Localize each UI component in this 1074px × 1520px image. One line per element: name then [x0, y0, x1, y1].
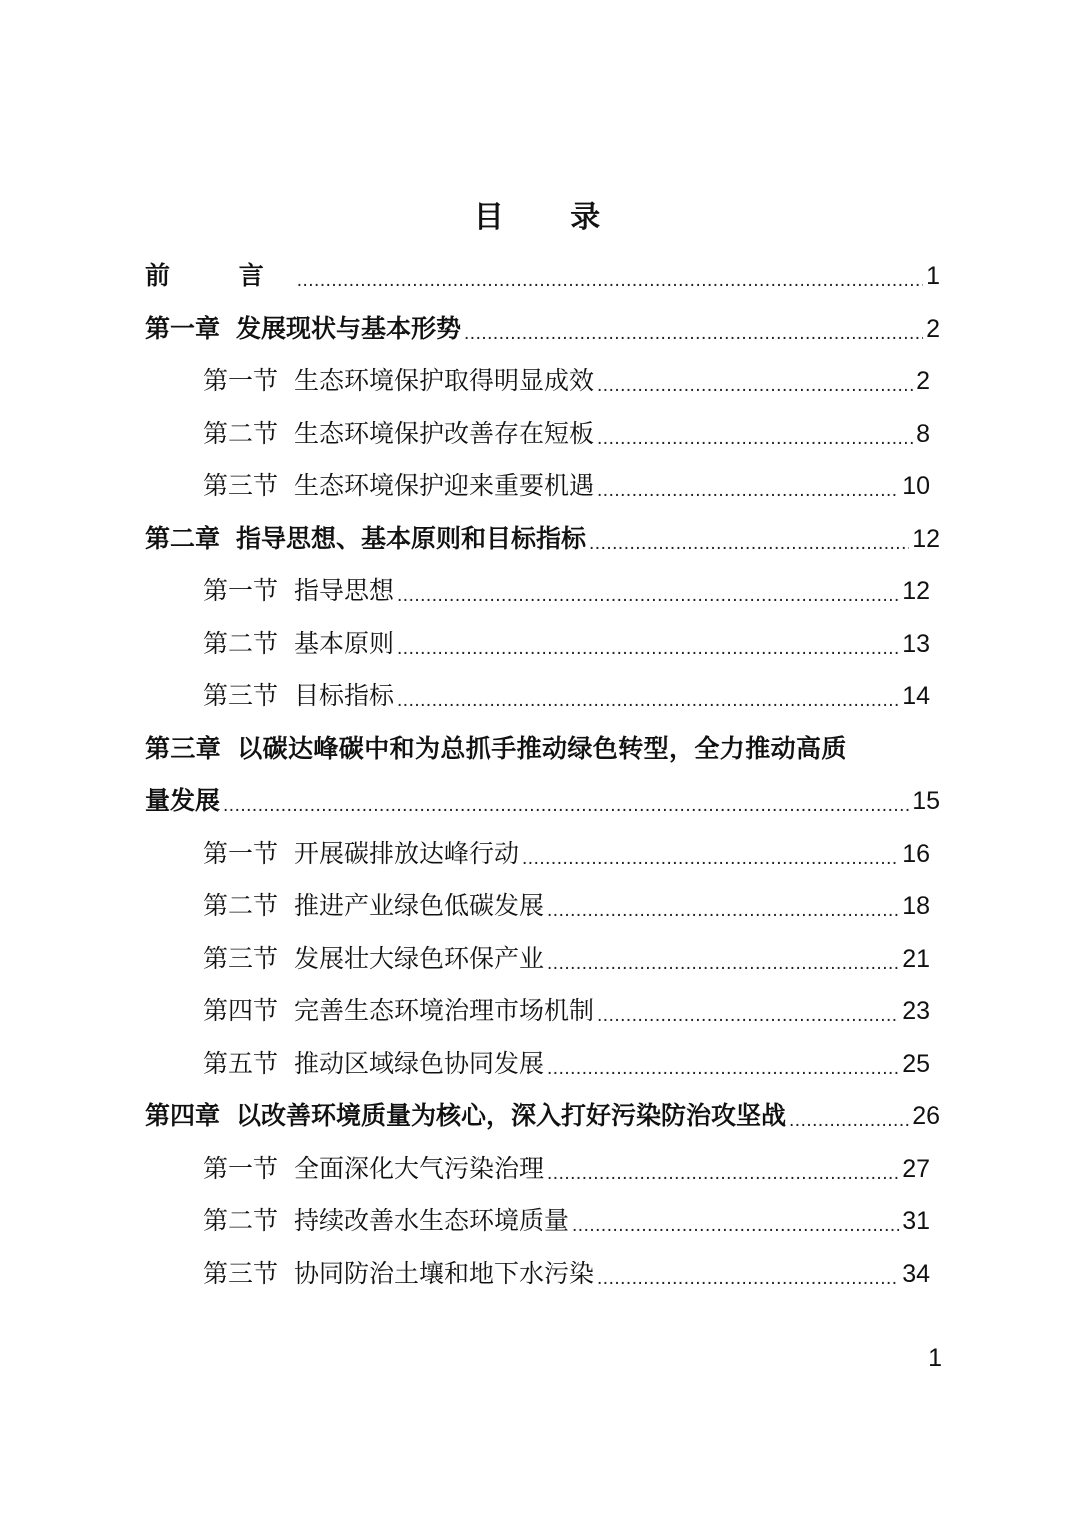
dot-leader — [397, 570, 899, 623]
toc-entry-section[interactable] — [145, 985, 940, 1038]
table-of-contents — [145, 250, 940, 1300]
toc-entry-section[interactable] — [145, 933, 940, 986]
toc-entry-label: 前 言 — [145, 261, 294, 290]
toc-page-number: 2 — [916, 367, 930, 395]
dot-leader — [223, 780, 909, 833]
toc-entry-chapter-line2[interactable] — [145, 775, 940, 828]
section-number: 第二节 — [203, 418, 279, 448]
dot-leader — [297, 255, 923, 308]
toc-entry-section[interactable] — [145, 828, 940, 881]
chapter-number: 第二章 — [145, 523, 221, 553]
toc-entry-section[interactable] — [145, 1143, 940, 1196]
dot-leader — [597, 1253, 899, 1306]
dot-leader — [547, 1148, 899, 1201]
footer-page-number: 1 — [928, 1344, 942, 1372]
section-number: 第一节 — [203, 576, 279, 605]
chapter-title-line1: 以碳达峰碳中和为总抓手推动绿色转型，全力推动高质 — [237, 733, 847, 763]
toc-page-number: 13 — [902, 629, 930, 658]
section-title: 持续改善水生态环境质量 — [294, 1206, 570, 1235]
dot-leader — [464, 308, 923, 361]
toc-page-number: 2 — [926, 314, 940, 343]
toc-page-number: 21 — [902, 944, 930, 973]
toc-entry-section[interactable] — [145, 355, 940, 408]
toc-page-number: 14 — [902, 682, 930, 710]
toc-entry-preface[interactable] — [145, 250, 940, 303]
section-number: 第一节 — [203, 366, 279, 395]
dot-leader — [589, 518, 909, 571]
toc-title: 目 录 — [473, 200, 629, 235]
dot-leader — [547, 1043, 899, 1096]
toc-page-number: 18 — [902, 892, 930, 920]
toc-page-number: 26 — [912, 1102, 940, 1130]
dot-leader — [597, 413, 913, 466]
toc-page-number: 12 — [902, 577, 930, 605]
section-title: 完善生态环境治理市场机制 — [294, 996, 595, 1025]
toc-entry-section[interactable] — [145, 1195, 940, 1248]
chapter-number: 第四章 — [145, 1101, 221, 1130]
dot-leader — [789, 1095, 909, 1148]
dot-leader — [597, 990, 899, 1043]
section-number: 第一节 — [203, 1153, 279, 1183]
toc-entry-section[interactable] — [145, 618, 940, 671]
toc-page-number: 15 — [912, 787, 940, 815]
toc-entry-chapter[interactable] — [145, 513, 940, 566]
dot-leader — [572, 1200, 899, 1253]
toc-page-number: 34 — [902, 1259, 930, 1288]
toc-entry-section[interactable] — [145, 565, 940, 618]
section-title: 指导思想 — [294, 576, 395, 605]
toc-entry-chapter[interactable] — [145, 1090, 940, 1143]
section-title: 开展碳排放达峰行动 — [294, 838, 520, 868]
section-title: 发展壮大绿色环保产业 — [294, 943, 545, 973]
section-title: 生态环境保护迎来重要机遇 — [294, 471, 595, 500]
dot-leader — [547, 938, 899, 991]
toc-page-number: 16 — [902, 839, 930, 868]
section-title: 推动区域绿色协同发展 — [294, 1048, 545, 1078]
toc-entry-section[interactable] — [145, 670, 940, 723]
toc-entry-section[interactable] — [145, 880, 940, 933]
section-number: 第四节 — [203, 996, 279, 1025]
dot-leader — [397, 623, 899, 676]
dot-leader — [522, 833, 899, 886]
chapter-number: 第三章 — [145, 733, 222, 763]
chapter-number: 第一章 — [145, 313, 221, 343]
toc-entry-section[interactable] — [145, 460, 940, 513]
toc-page-number: 27 — [902, 1154, 930, 1183]
toc-page-number: 1 — [926, 262, 940, 290]
toc-entry-chapter[interactable] — [145, 303, 940, 356]
section-number: 第二节 — [203, 891, 279, 920]
toc-entry-section[interactable] — [145, 1038, 940, 1091]
chapter-title: 发展现状与基本形势 — [236, 313, 462, 343]
section-number: 第三节 — [203, 471, 279, 500]
dot-leader — [597, 360, 913, 413]
section-number: 第三节 — [203, 943, 279, 973]
dot-leader — [597, 465, 899, 518]
toc-page-number: 12 — [912, 524, 940, 553]
dot-leader — [547, 885, 899, 938]
toc-entry-section[interactable] — [145, 408, 940, 461]
chapter-title-line2: 量发展 — [145, 786, 221, 815]
toc-page-number: 8 — [916, 419, 930, 448]
toc-page-number: 10 — [902, 472, 930, 500]
section-number: 第二节 — [203, 1206, 279, 1235]
section-title: 生态环境保护改善存在短板 — [294, 418, 595, 448]
section-title: 生态环境保护取得明显成效 — [294, 366, 595, 395]
toc-page-number: 23 — [902, 997, 930, 1025]
section-number: 第二节 — [203, 628, 279, 658]
section-number: 第三节 — [203, 681, 279, 710]
toc-entry-chapter-line1[interactable] — [145, 723, 940, 776]
dot-leader — [397, 675, 899, 728]
section-title: 全面深化大气污染治理 — [294, 1153, 545, 1183]
section-title: 基本原则 — [294, 628, 395, 658]
section-number: 第一节 — [203, 838, 279, 868]
section-number: 第三节 — [203, 1258, 279, 1288]
section-title: 目标指标 — [294, 681, 395, 710]
toc-entry-section[interactable] — [145, 1248, 940, 1301]
section-number: 第五节 — [203, 1048, 279, 1078]
toc-page-number: 25 — [902, 1049, 930, 1078]
section-title: 推进产业绿色低碳发展 — [294, 891, 545, 920]
chapter-title: 指导思想、基本原则和目标指标 — [236, 523, 587, 553]
chapter-title: 以改善环境质量为核心，深入打好污染防治攻坚战 — [236, 1101, 787, 1130]
toc-page-number: 31 — [902, 1207, 930, 1235]
section-title: 协同防治土壤和地下水污染 — [294, 1258, 595, 1288]
